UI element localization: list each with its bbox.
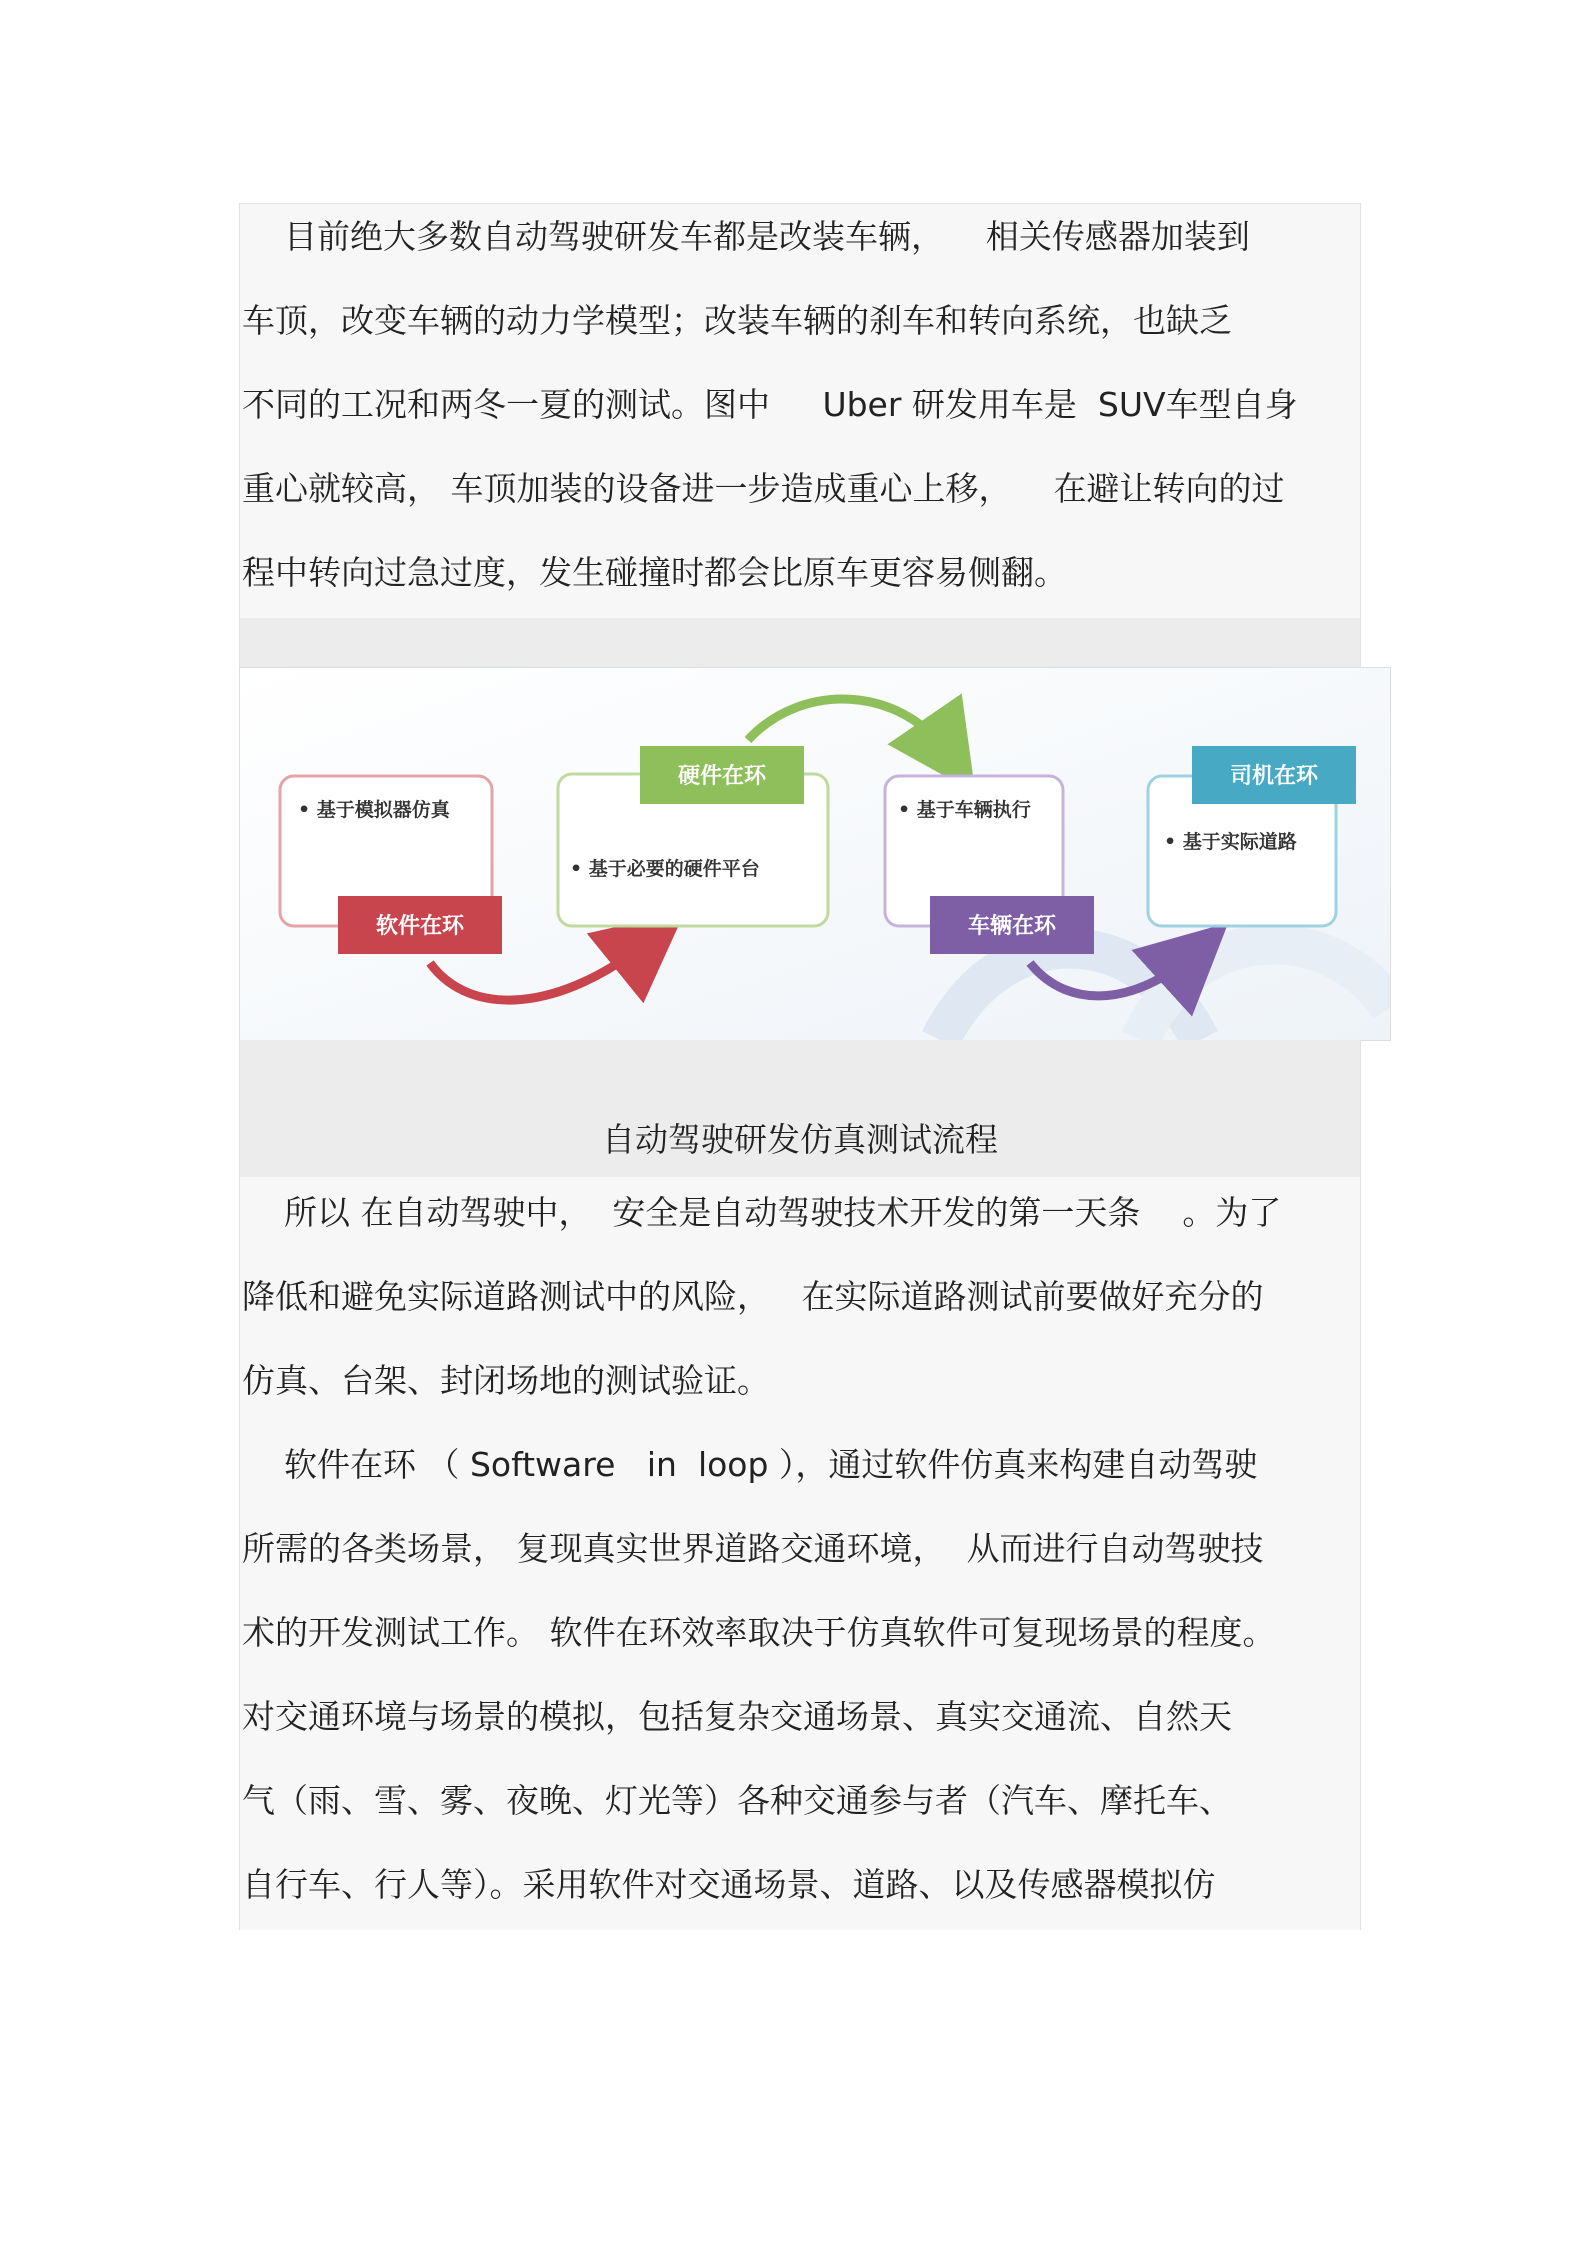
text-line: 所需的各类场景， 复现真实世界道路交通环境， 从而进行自动驾驶技 bbox=[242, 1529, 1264, 1568]
stage-tag-label-driver: 司机在环 bbox=[1229, 764, 1319, 789]
spacer-band bbox=[239, 618, 1361, 667]
text-line: 降低和避免实际道路测试中的风险， 在实际道路测试前要做好充分的 bbox=[242, 1277, 1264, 1316]
paragraph-2 bbox=[239, 1177, 1361, 1930]
text-line: 重心就较高， 车顶加装的设备进一步造成重心上移， 在避让转向的过 bbox=[242, 469, 1285, 508]
stage-tag-label-software: 软件在环 bbox=[375, 914, 465, 939]
stage-bullet-driver: • 基于实际道路 bbox=[1164, 831, 1297, 853]
text-line: 自行车、行人等）。采用软件对交通场景、道路、以及传感器模拟仿 bbox=[242, 1865, 1216, 1904]
stage-bullet-software: • 基于模拟器仿真 bbox=[298, 799, 450, 821]
text-line: 车顶，改变车辆的动力学模型；改装车辆的刹车和转向系统，也缺乏 bbox=[242, 301, 1232, 340]
simulation-flow-diagram bbox=[239, 667, 1391, 1041]
caption-text: 自动驾驶研发仿真测试流程 bbox=[602, 1120, 998, 1159]
paragraph-1 bbox=[239, 203, 1361, 619]
text-line: 对交通环境与场景的模拟，包括复杂交通场景、真实交通流、自然天 bbox=[242, 1697, 1232, 1736]
stage-bullet-vehicle: • 基于车辆执行 bbox=[898, 799, 1031, 821]
text-line: 术的开发测试工作。 软件在环效率取决于仿真软件可复现场景的程度。 bbox=[242, 1613, 1276, 1652]
text-line: 目前绝大多数自动驾驶研发车都是改装车辆， 相关传感器加装到 bbox=[242, 217, 1250, 256]
text-line: 仿真、台架、封闭场地的测试验证。 bbox=[242, 1361, 770, 1400]
stage-tag-label-vehicle: 车辆在环 bbox=[967, 914, 1057, 939]
stage-bullet-hardware: • 基于必要的硬件平台 bbox=[570, 858, 760, 880]
text-line: 软件在环 （ Software in loop ），通过软件仿真来构建自动驾驶 bbox=[242, 1445, 1258, 1484]
text-line: 程中转向过急过度，发生碰撞时都会比原车更容易侧翻。 bbox=[242, 553, 1067, 592]
flow-diagram-svg bbox=[240, 668, 1390, 1040]
text-line: 所以 在自动驾驶中， 安全是自动驾驶技术开发的第一天条 。为了 bbox=[242, 1193, 1282, 1232]
text-line: 气（雨、雪、雾、夜晚、灯光等）各种交通参与者（汽车、摩托车、 bbox=[242, 1781, 1232, 1820]
stage-tag-label-hardware: 硬件在环 bbox=[677, 764, 767, 789]
text-line: 不同的工况和两冬一夏的测试。图中 Uber 研发用车是 SUV车型自身 bbox=[242, 385, 1298, 424]
figure-caption bbox=[239, 1040, 1361, 1177]
